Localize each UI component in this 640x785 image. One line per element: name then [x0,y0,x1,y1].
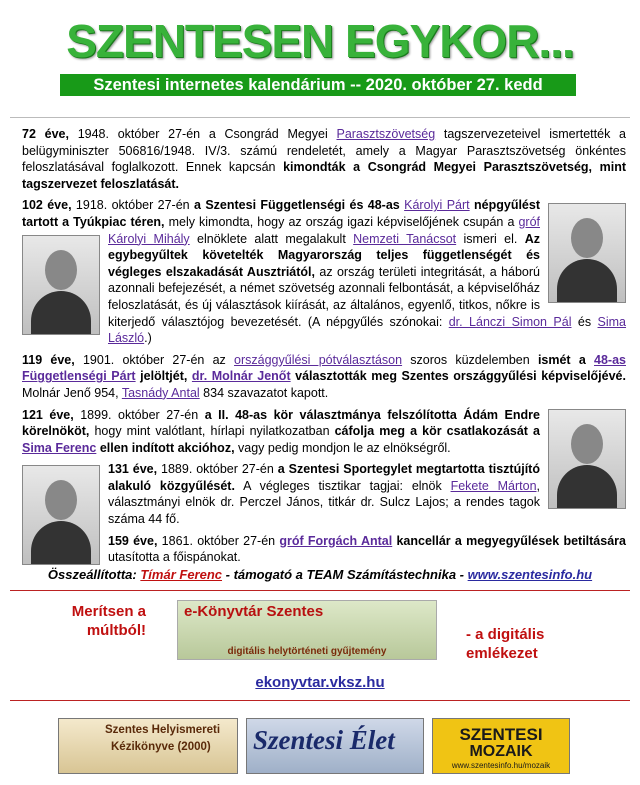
entry-text: 1948. október 27-én a Csongrád Megyei [68,127,337,141]
entry-text: A végleges tisztikar tagjai: elnök [234,478,451,493]
link-ekonyvtar[interactable]: ekonyvtar.vksz.hu [255,674,385,691]
entry-text: 1899. október 27-én [73,407,205,422]
entry-bold: a Szentesi Sportegylet megtartotta tisztújító alakuló közgyűlését. [108,462,540,493]
portrait-head [571,424,603,464]
portrait-photo-man-right[interactable] [548,409,626,509]
link-sima-laszlo[interactable]: Sima László [108,314,627,346]
helyismereti-kezikonyv-banner[interactable] [58,718,238,774]
portrait-photo-man-left[interactable] [22,465,100,565]
calendar-date-bar: Szentesi internetes kalendárium -- 2020. október 27. kedd [60,74,576,96]
entry-text: vagy pedig mondjon le az elnökségről. [234,440,451,455]
link-author[interactable]: Tímár Ferenc [140,567,223,582]
entry-years: 119 éve, [22,352,75,367]
entry-years: 131 éve, [108,462,158,477]
szentesi-mozaik-banner[interactable] [432,718,570,774]
entry-1918 [22,197,626,346]
banner-line: Kézikönyve (2000) [111,741,211,753]
banner-line: SZENTESI [459,725,543,744]
entry-years: 72 éve, [22,127,69,141]
entry-bold: népgyűlést tartott a Tyúkpiac téren, [22,198,540,229]
entry-text: tagszervezeteivel ismertették a belügyminiszter 506816/1948. IV/3. számú rendeletét, amely a Magyar Parasztszövetség önkéntes feloszlatásával foglalkozott. Ennek kapcsán [22,127,627,175]
entry-1889 [22,461,626,527]
promo-left [66,602,146,640]
link-forgach-antal[interactable]: gróf Forgách Antal [279,533,393,548]
link-potvalasztas[interactable]: országgyűlési pótválasztáson [234,352,403,367]
divider [10,590,630,591]
portrait-body [31,521,91,565]
entry-1901 [22,352,626,402]
credit-line [0,567,640,582]
entry-text: 1861. október 27-én [157,533,280,548]
link-karolyi-part[interactable]: Károlyi Párt [404,198,470,213]
link-fekete-marton[interactable]: Fekete Márton [450,478,537,493]
entry-1899 [22,407,626,457]
entry-bold: ellen indított akcióhoz, [96,440,235,455]
link-sima-ferenc[interactable]: Sima Ferenc [22,440,97,455]
entry-text: 834 szavazatot kapott. [199,385,329,400]
banner-url: www.szentesinfo.hu/mozaik [451,761,551,770]
entry-1861 [22,533,626,566]
entry-text: .) [144,331,152,346]
entry-text: 1918. október 27-én [71,198,194,213]
portrait-body [31,291,91,335]
entry-text: mely kimondta, hogy az ország igazi képviselőjének csupán a [164,214,519,229]
divider [10,117,630,118]
szentesi-elet-banner[interactable] [246,718,424,774]
entry-text: és [571,314,598,329]
portrait-head [45,250,77,290]
credit-middle: - támogató a TEAM Számítástechnika - [222,567,468,582]
entry-text: , választmányi elnök dr. Perczel János, titkár dr. Sulcz Lajos; a rendes tagok száma 44 fő. [108,478,541,527]
entry-bold: a Szentesi Függetlenségi és 48-as [194,198,405,213]
promo-right [466,625,544,663]
link-fuggetlensegi-part[interactable]: 48-as Függetlenségi Párt [22,352,626,384]
banner-line: Szentes Helyismereti [105,724,221,736]
ekonyvtar-subtitle: digitális helytörténeti gyűjtemény [227,646,387,657]
link-parasztszovetseg[interactable]: Parasztszövetség [336,127,436,141]
entry-bold: kancellár a megyegyűlések betiltására [392,533,626,548]
entry-bold: kimondták a Csongrád Megyei Parasztszövetség, mint tagszervezet feloszlatását. [22,160,626,191]
portrait-photo-woman[interactable] [22,235,100,335]
entry-text: 1889. október 27-én [157,462,278,477]
entry-years: 121 éve, [22,407,74,422]
entry-bold: Az egybegyűltek követelték Magyarország teljes függetlenségét és végleges elszakadását Ausztriától, [108,231,540,279]
entry-text: 1901. október 27-én az [74,352,235,367]
banner-title: Szentesi Élet [253,725,395,755]
link-lanczi[interactable]: dr. Lánczi Simon Pál [448,314,572,329]
link-nemzeti-tanacs[interactable]: Nemzeti Tanácsot [353,231,457,246]
portrait-photo-karolyi[interactable] [548,203,626,303]
entry-bold: jelöltjét, [135,369,192,384]
entry-text: Molnár Jenő 954, [22,385,122,400]
banner-line: MOZAIK [469,743,533,760]
entry-text: utasította a főispánokat. [108,550,241,565]
entry-years: 159 éve, [108,533,158,548]
portrait-body [557,465,617,509]
promo-right-line: - a digitális [466,626,545,643]
entry-bold: a II. 48-as kör választmánya felszólította Ádám Endre körelnököt, [22,407,540,439]
entry-1948 [22,126,626,192]
page-title: SZENTESEN EGYKOR... [66,15,574,67]
entry-text: elnöklete alatt megalakult [189,231,354,246]
credit-prefix: Összeállította: [47,567,141,582]
promo-left-line: múltból! [86,622,146,639]
portrait-head [571,218,603,258]
entry-bold: cáfolja meg a kör csatlakozását a [334,424,540,439]
entry-text: az ország területi integritását, a háború azonnali befejezését, a német szövetség azonnali felbontását, a képviselőház feloszlatását, és új választások kiírását, az általános, egyenlő, titkos, nőkre is kiterjedő választójog bevezetését. (A népgyűlés szónokai: [108,264,540,329]
promo-left-line: Merítsen a [71,603,146,620]
entry-text: ismeri el. [463,231,525,246]
promo-right-line: emlékezet [466,645,538,662]
divider [10,700,630,701]
ekonyvtar-banner[interactable] [177,600,437,660]
link-karolyi-mihaly[interactable]: gróf Károlyi Mihály [108,214,540,246]
portrait-head [45,480,77,520]
entry-text: hogy mint valótlant, hírlapi nyilatkozatban [89,424,335,439]
ekonyvtar-title: e-Könyvtár Szentes [184,603,324,620]
link-szentesinfo[interactable]: www.szentesinfo.hu [467,567,593,582]
entry-bold: ismét a [537,352,595,367]
portrait-body [557,259,617,303]
link-tasnady[interactable]: Tasnády Antal [121,385,200,400]
link-molnar-jeno[interactable]: dr. Molnár Jenőt [191,369,291,384]
calendar-content [22,126,626,571]
entry-bold: választották meg Szentes országgyűlési képviselőjévé. [290,369,626,384]
entry-years: 102 éve, [22,198,72,213]
entry-text: szoros küzdelemben [402,352,538,367]
